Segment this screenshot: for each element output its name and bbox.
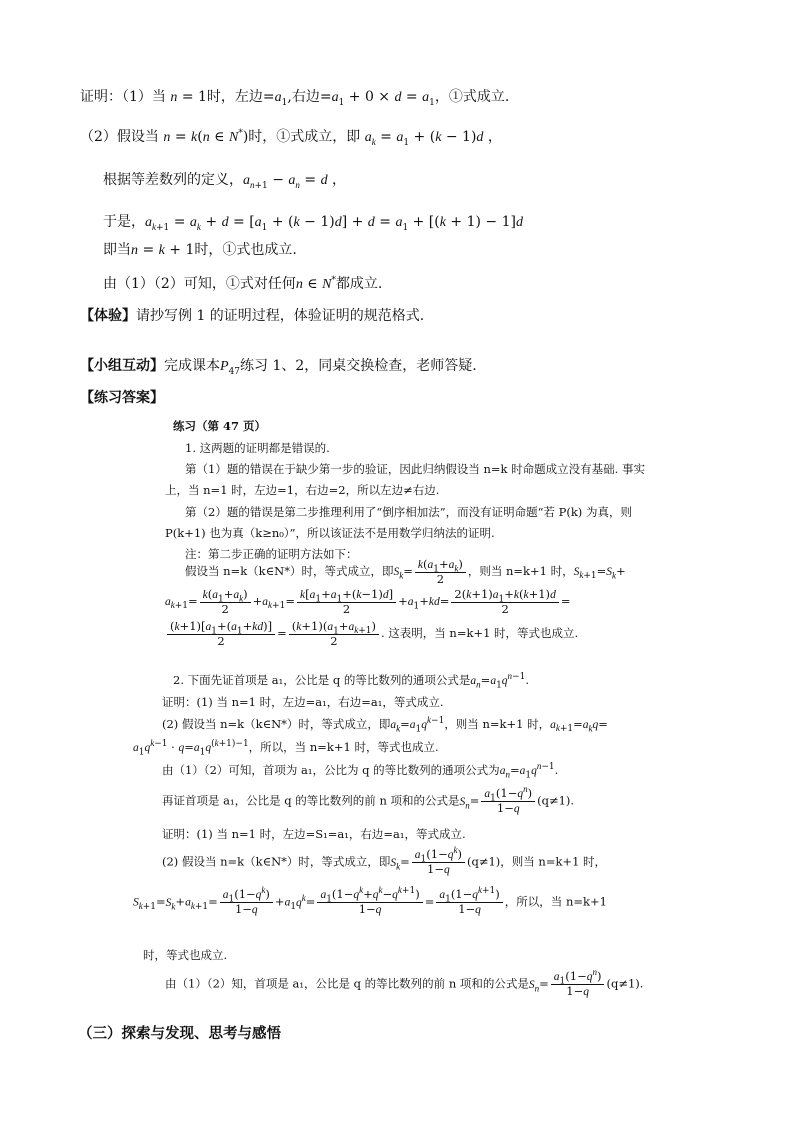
exercise-line: 1. 这两题的证明都是错误的. bbox=[185, 441, 330, 455]
tiyan-line bbox=[80, 306, 424, 326]
proof-line-4: 于是，$a_{k+1} = a_k + d = [a_1 + (k - 1)d] + d = a_1 + [(k + 1) - 1]d$ bbox=[103, 214, 523, 233]
exercise-line: 第（2）题的错误是第二步推理利用了“倒序相加法”，而没有证明命题“若 P(k) 为真，则 bbox=[185, 505, 632, 519]
proof-line-1: 证明：（1）当 n = 1时，左边$=a_1$,右边$=a_1 + 0 \times d = a_1$，①式成立. bbox=[80, 89, 510, 108]
text: 由（1）（2）可知，①式对任何 bbox=[103, 276, 296, 292]
proof-line-6: 由（1）（2）可知，①式对任何n ∈ N*都成立. bbox=[103, 275, 383, 292]
text: 时，左边 bbox=[206, 89, 263, 105]
text: ，所以，当 n=k+1 bbox=[504, 894, 607, 909]
proof-line-3: 根据等差数列的定义，$a_{n+1} - a_n = d$ ， bbox=[103, 172, 347, 191]
text: 练习 1、2，同桌交换检查，老师答疑. bbox=[240, 358, 477, 374]
text: 即当 bbox=[103, 242, 131, 258]
text: 假设当 n=k（k∈N*）时，等式成立，即 bbox=[185, 564, 394, 578]
text: (q≠1). bbox=[537, 793, 575, 808]
text: 完成课本 bbox=[164, 358, 220, 374]
text: 再证首项是 a₁，公比是 q 的等比数列的前 n 项和的公式是 bbox=[162, 793, 460, 808]
text: (q≠1). bbox=[606, 976, 644, 991]
q2-line-4: $a_1q^{k-1} \cdot q=a_1q^{(k+1)-1}$，所以，当 n=k+1 时，等式也成立. bbox=[133, 738, 439, 758]
q2-line-3: (2) 假设当 n=k（k∈N*）时，等式成立，即$a_k=a_1q^{k-1}$，则当 n=k+1 时，$a_{k+1}=a_kq=$ bbox=[162, 715, 608, 735]
exercise-line: P(k+1) 也为真（k≥n₀）”，所以该证法不是用数学归纳法的证明. bbox=[165, 526, 495, 540]
text: ，①式成立. bbox=[434, 89, 510, 105]
tiyan-label: 【体验】 bbox=[80, 308, 136, 324]
group-label: 【小组互动】 bbox=[80, 358, 164, 374]
q2-line-10: 时，等式也成立. bbox=[143, 948, 228, 962]
answer-label: 【练习答案】 bbox=[80, 390, 164, 406]
q2-line-7: 证明：(1) 当 n=1 时，左边=S₁=a₁，右边=a₁，等式成立. bbox=[162, 827, 466, 841]
text: 都成立. bbox=[335, 276, 383, 292]
exercise-title: 练习（第 47 页） bbox=[173, 419, 267, 433]
q2-line-9: $S_{k+1}=S_k+a_{k+1}=$ $\frac{a_1(1-q^k)}{1-q}$ $+a_1q^k=$ $\frac{a_1(1-q^k+q^k-q^{k+1})}{1-q}$ = $\frac{a_1(1-q^{k+1})}{1-q}$ ，所以，当 n=k+1 bbox=[133, 885, 607, 916]
exercise-line: 第（1）题的错误在于缺少第一步的验证，因此归纳假设当 n=k 时命题成立没有基础. 事实 bbox=[185, 462, 645, 476]
text: ，则当 n=k+1 时， bbox=[444, 717, 551, 731]
text: （2）假设当 bbox=[80, 129, 159, 145]
text: 由（1）（2）可知，首项为 a₁，公比为 q 的等比数列的通项公式为 bbox=[162, 763, 500, 777]
text: (2) 假设当 n=k（k∈N*）时，等式成立，即 bbox=[162, 717, 391, 731]
text: ，则当 n=k+1 时， bbox=[467, 564, 574, 578]
text: 时，①式也成立. bbox=[194, 242, 297, 258]
q2-line-5: 由（1）（2）可知，首项为 a₁，公比为 q 的等比数列的通项公式为$a_n=a_1q^{n-1}$. bbox=[162, 761, 559, 781]
text: 根据等差数列的定义， bbox=[103, 172, 243, 188]
q2-line-8: (2) 假设当 n=k（k∈N*）时，等式成立，即$S_k=$ $\frac{a_1(1-q^k)}{1-q}$ (q≠1)，则当 n=k+1 时， bbox=[162, 845, 607, 876]
text: 右边 bbox=[291, 89, 320, 105]
q2-line-11: 由（1）（2）知，首项是 a₁，公比是 q 的等比数列的前 n 项和的公式是$S_n=$ $\frac{a_1(1-q^n)}{1-q}$ (q≠1). bbox=[165, 967, 644, 998]
exercise-line: 注：第二步正确的证明方法如下： bbox=[185, 547, 358, 561]
proof-line-5: 即当n = k + 1时，①式也成立. bbox=[103, 242, 297, 258]
text: 由（1）（2）知，首项是 a₁，公比是 q 的等比数列的前 n 项和的公式是 bbox=[165, 976, 529, 991]
text: 证明：（1）当 bbox=[80, 89, 166, 105]
text: (q≠1)，则当 n=k+1 时， bbox=[466, 854, 607, 869]
tiyan-text: 请抄写例 1 的证明过程，体验证明的规范格式. bbox=[136, 308, 425, 324]
text: 这表明，当 n=k+1 时，等式也成立. bbox=[388, 626, 579, 640]
text: 于是， bbox=[103, 214, 145, 230]
proof-line-2: （2）假设当 n = k(n ∈ N*)时，①式成立，即 $a_k = a_1 + (k - 1)d$ ， bbox=[80, 128, 502, 148]
text: 2. 下面先证首项是 a₁，公比是 q 的等比数列的通项公式是 bbox=[173, 673, 471, 687]
text: ，所以，当 n=k+1 时，等式也成立. bbox=[248, 740, 439, 754]
text: 时，①式成立，即 bbox=[248, 129, 361, 145]
exercise-line-8: $a_{k+1}=$ $\frac{k(a_1+a_k)}{2}$ $+a_{k+1}=$ $\frac{k[a_1+a_1+(k-1)d]}{2}$ $+a_1+kd=$ $\frac{2(k+1)a_1+k(k+1)d}{2}$ = bbox=[165, 587, 571, 616]
q2-line-2: 证明：(1) 当 n=1 时，左边=a₁，右边=a₁，等式成立. bbox=[162, 695, 444, 709]
q2-line-1: 2. 下面先证首项是 a₁，公比是 q 的等比数列的通项公式是$a_n=a_1q^{n-1}$. bbox=[173, 671, 529, 691]
exercise-line-9: $\frac{(k+1)[a_1+(a_1+kd)]}{2}$ = $\frac{(k+1)(a_1+a_{k+1})}{2}$ . 这表明，当 n=k+1 时，等式也成立. bbox=[165, 620, 578, 648]
exercise-line-7: 假设当 n=k（k∈N*）时，等式成立，即$S_k=$ $\frac{k(a_1+a_k)}{2}$ ，则当 n=k+1 时，$S_{k+1}=S_k+$ bbox=[185, 557, 626, 586]
section-heading: （三）探索与发现、思考与感悟 bbox=[78, 1025, 281, 1042]
exercise-line: 上，当 n=1 时，左边=1，右边=2，所以左边≠右边. bbox=[165, 483, 440, 497]
text: (2) 假设当 n=k（k∈N*）时，等式成立，即 bbox=[162, 854, 391, 869]
q2-line-6: 再证首项是 a₁，公比是 q 的等比数列的前 n 项和的公式是$S_n=$ $\frac{a_1(1-q^n)}{1-q}$ (q≠1). bbox=[162, 784, 575, 815]
group-line: 【小组互动】完成课本$P_{47}$练习 1、2，同桌交换检查，老师答疑. bbox=[80, 358, 477, 377]
